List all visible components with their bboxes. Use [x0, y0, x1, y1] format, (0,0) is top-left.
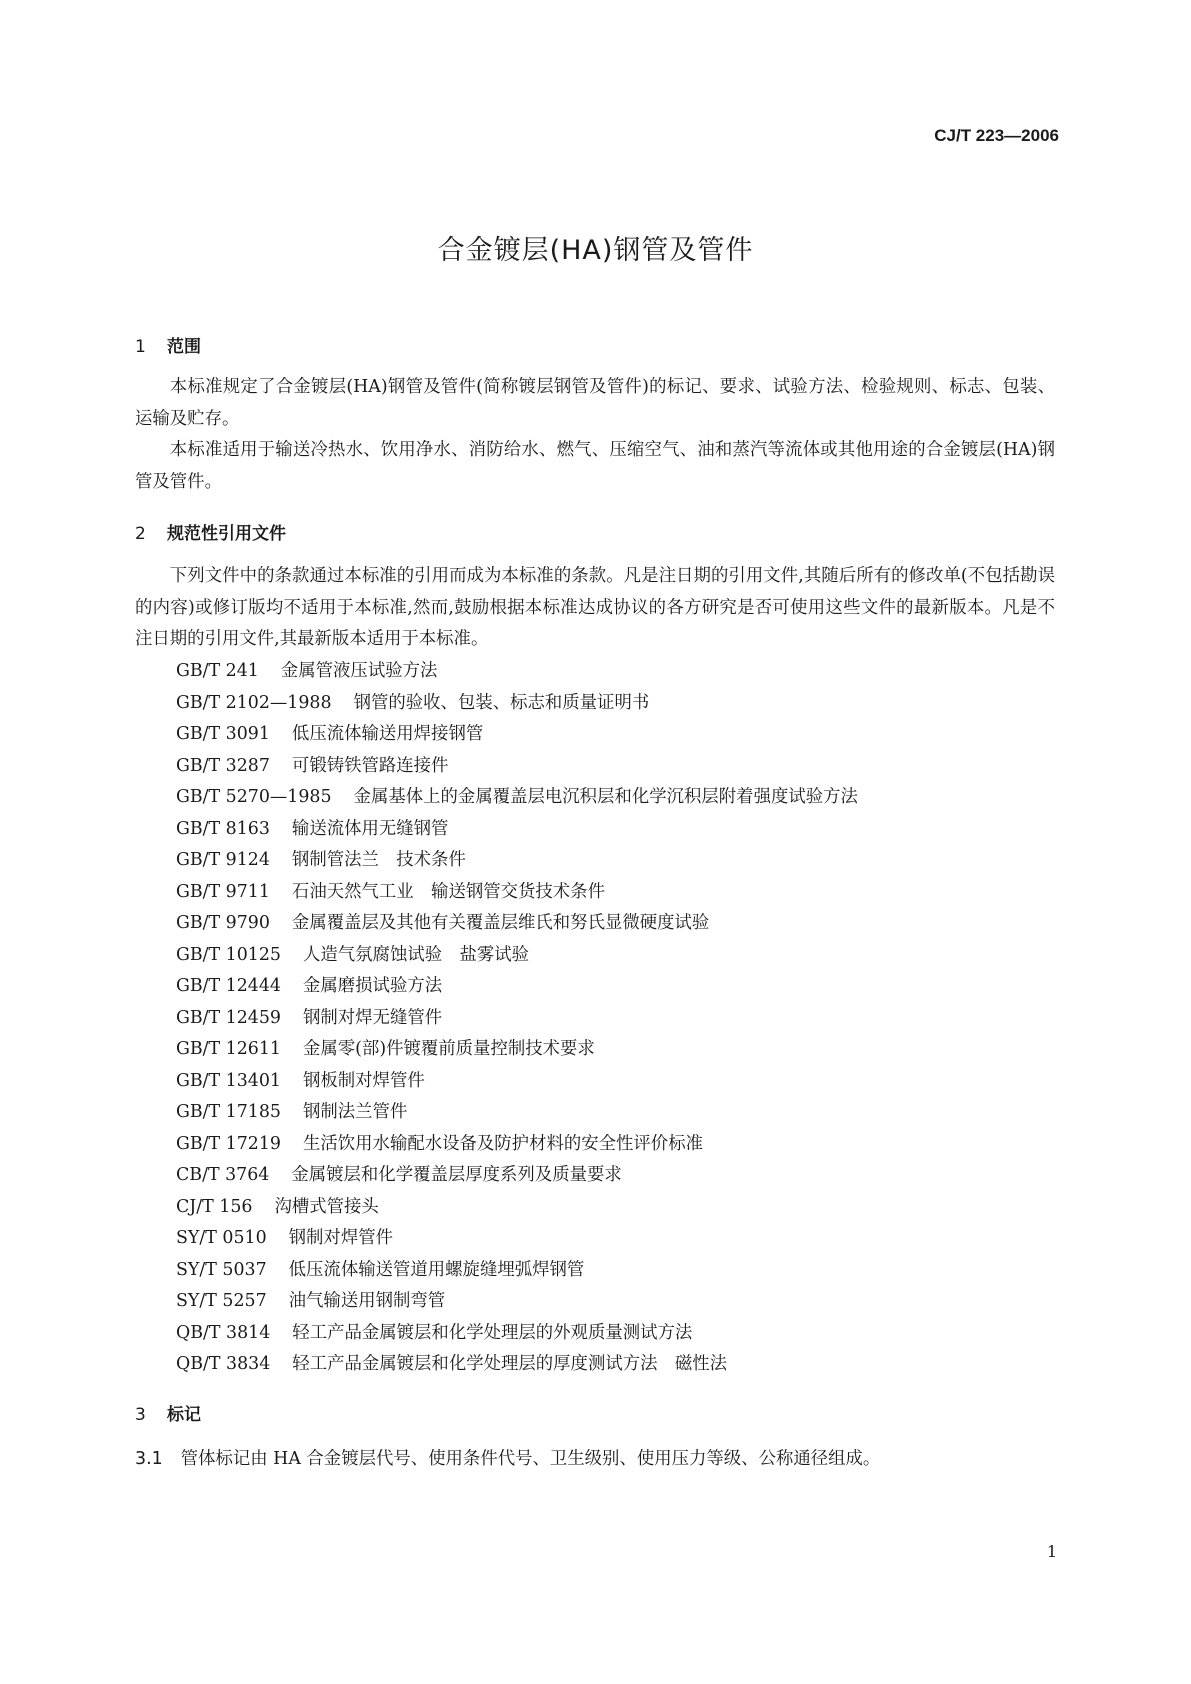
section-3-title: 标记	[167, 1405, 201, 1425]
reference-item	[176, 940, 858, 972]
reference-item	[176, 1066, 858, 1098]
reference-item	[176, 1034, 858, 1066]
reference-title: 钢制对焊管件	[288, 1228, 393, 1248]
reference-code: GB/T 2102—1988	[176, 692, 332, 713]
section-1-number: 1	[135, 337, 146, 357]
clause-3-1	[135, 1444, 880, 1469]
section-1-heading	[135, 332, 201, 357]
reference-item	[176, 1003, 858, 1035]
reference-code: GB/T 9790	[176, 913, 270, 933]
reference-item	[176, 719, 858, 751]
reference-code: GB/T 12611	[176, 1039, 281, 1059]
reference-item	[176, 908, 858, 940]
reference-code: GB/T 12444	[176, 976, 281, 996]
reference-title: 金属磨损试验方法	[302, 976, 443, 996]
reference-title: 人造气氛腐蚀试验 盐雾试验	[302, 944, 530, 965]
reference-title: 钢管的验收、包装、标志和质量证明书	[353, 692, 650, 713]
document-title: 合金镀层(HA)钢管及管件	[437, 235, 754, 266]
reference-item	[176, 971, 858, 1003]
reference-item	[176, 1318, 858, 1350]
reference-item	[176, 688, 858, 720]
reference-code: GB/T 10125	[176, 944, 281, 965]
reference-title: 钢制管法兰 技术条件	[291, 850, 466, 870]
reference-title: 钢板制对焊管件	[302, 1070, 425, 1091]
reference-code: QB/T 3834	[176, 1354, 271, 1374]
reference-code: SY/T 5037	[176, 1259, 267, 1280]
reference-code: GB/T 3091	[176, 724, 270, 744]
reference-item	[176, 1097, 858, 1129]
reference-code: CJ/T 156	[176, 1196, 253, 1217]
reference-item	[176, 1160, 858, 1192]
section-1-paragraph-1: 本标准规定了合金镀层(HA)钢管及管件(简称镀层钢管及管件)的标记、要求、试验方法、检验规则、标志、包装、运输及贮存。	[135, 377, 1055, 429]
reference-item	[176, 782, 858, 814]
section-2-intro: 下列文件中的条款通过本标准的引用而成为本标准的条款。凡是注日期的引用文件,其随后所有的修改单(不包括勘误的内容)或修订版均不适用于本标准,然而,鼓励根据本标准达成协议的各方研究是否可使用这些文件的最新版本。凡是不注日期的引用文件,其最新版本适用于本标准。	[135, 566, 1055, 649]
reference-list	[176, 656, 858, 1381]
standard-code: CJ/T 223—2006	[934, 126, 1059, 145]
reference-code: GB/T 9124	[176, 850, 270, 870]
reference-title: 输送流体用无缝钢管	[291, 818, 449, 839]
reference-code: GB/T 5270—1985	[176, 787, 332, 807]
reference-item	[176, 1349, 858, 1381]
section-3-number: 3	[135, 1405, 146, 1425]
reference-title: 可锻铸铁管路连接件	[291, 755, 449, 776]
reference-item	[176, 1192, 858, 1224]
reference-title: 钢制对焊无缝管件	[302, 1007, 443, 1028]
reference-code: SY/T 0510	[176, 1228, 267, 1248]
clause-number: 3.1	[135, 1449, 163, 1469]
reference-item	[176, 845, 858, 877]
reference-item	[176, 751, 858, 783]
reference-title: 金属零(部)件镀覆前质量控制技术要求	[302, 1039, 595, 1059]
reference-item	[176, 1129, 858, 1161]
reference-title: 石油天然气工业 输送钢管交货技术条件	[291, 881, 605, 902]
section-1-paragraph-2: 本标准适用于输送冷热水、饮用净水、消防给水、燃气、压缩空气、油和蒸汽等流体或其他用途的合金镀层(HA)钢管及管件。	[135, 440, 1055, 492]
reference-title: 轻工产品金属镀层和化学处理层的厚度测试方法 磁性法	[292, 1354, 728, 1374]
reference-code: CB/T 3764	[176, 1165, 270, 1185]
reference-title: 钢制法兰管件	[302, 1102, 408, 1122]
reference-item	[176, 1286, 858, 1318]
reference-title: 金属管液压试验方法	[280, 661, 438, 681]
reference-title: 金属基体上的金属覆盖层电沉积层和化学沉积层附着强度试验方法	[353, 787, 858, 807]
reference-code: GB/T 241	[176, 661, 259, 681]
reference-item	[176, 656, 858, 688]
reference-title: 油气输送用钢制弯管	[288, 1291, 446, 1311]
reference-item	[176, 877, 858, 909]
section-2-heading	[135, 519, 286, 544]
section-2-number: 2	[135, 524, 146, 544]
reference-code: GB/T 8163	[176, 818, 270, 839]
reference-item	[176, 814, 858, 846]
section-1-title: 范围	[167, 337, 201, 357]
reference-title: 金属镀层和化学覆盖层厚度系列及质量要求	[291, 1165, 622, 1185]
reference-code: GB/T 12459	[176, 1007, 281, 1028]
reference-code: GB/T 9711	[176, 881, 270, 902]
reference-title: 金属覆盖层及其他有关覆盖层维氏和努氏显微硬度试验	[291, 913, 710, 933]
section-2-title: 规范性引用文件	[167, 524, 286, 544]
reference-item	[176, 1255, 858, 1287]
reference-code: GB/T 17219	[176, 1133, 281, 1154]
section-3-heading	[135, 1400, 201, 1425]
reference-title: 生活饮用水输配水设备及防护材料的安全性评价标准	[302, 1133, 703, 1154]
reference-code: GB/T 3287	[176, 755, 270, 776]
reference-title: 低压流体输送管道用螺旋缝埋弧焊钢管	[288, 1259, 585, 1280]
reference-code: SY/T 5257	[176, 1291, 267, 1311]
page-number: 1	[1046, 1542, 1057, 1561]
reference-title: 低压流体输送用焊接钢管	[291, 724, 484, 744]
reference-item	[176, 1223, 858, 1255]
reference-code: QB/T 3814	[176, 1322, 271, 1343]
reference-title: 沟槽式管接头	[274, 1196, 379, 1217]
clause-text: 管体标记由 HA 合金镀层代号、使用条件代号、卫生级别、使用压力等级、公称通径组成。	[180, 1449, 881, 1469]
reference-title: 轻工产品金属镀层和化学处理层的外观质量测试方法	[292, 1322, 693, 1343]
reference-code: GB/T 17185	[176, 1102, 281, 1122]
reference-code: GB/T 13401	[176, 1070, 281, 1091]
